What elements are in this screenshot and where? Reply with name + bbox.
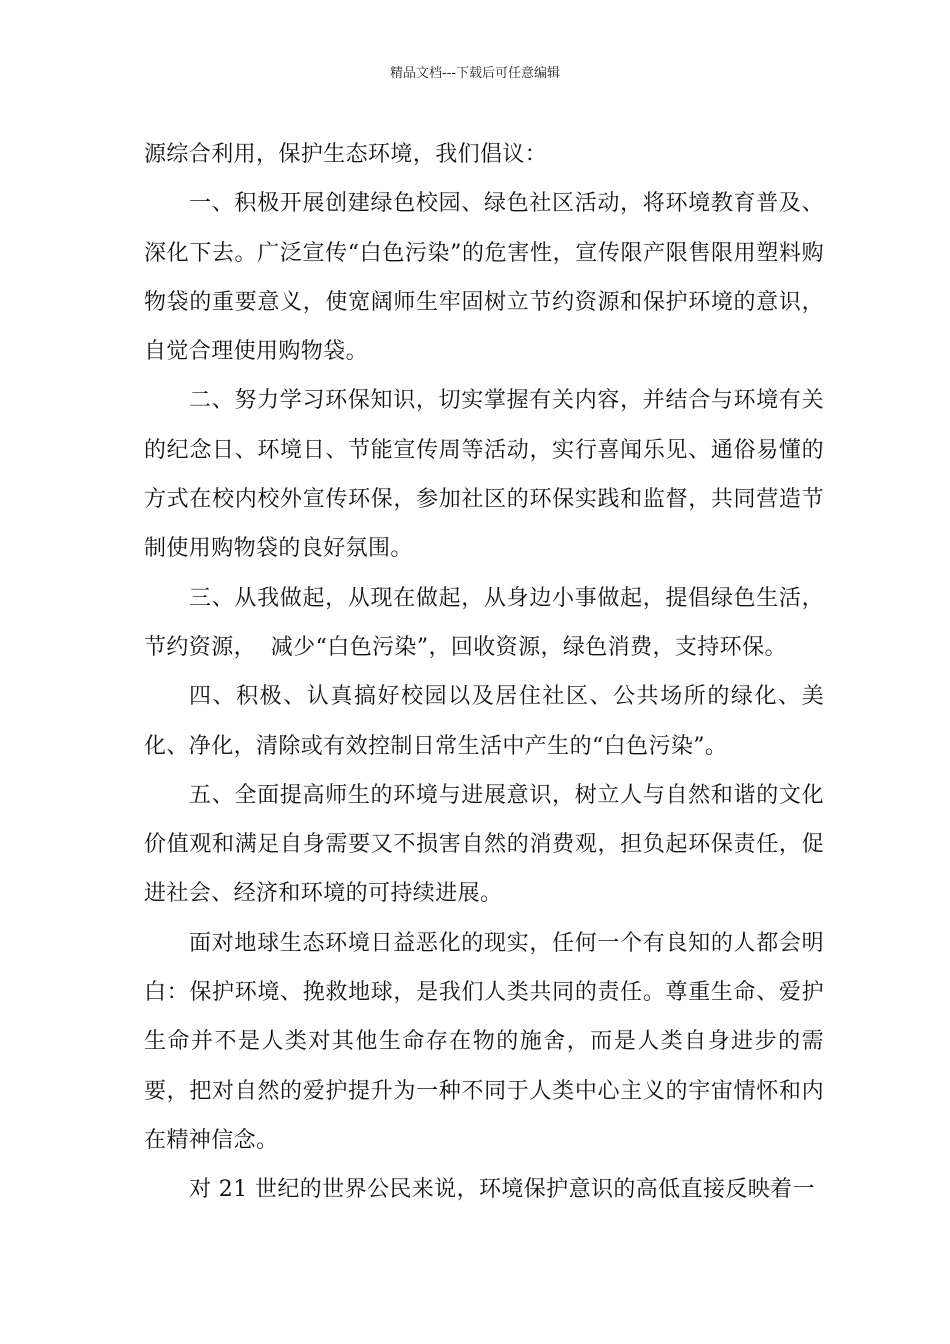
paragraph-reflection: 面对地球生态环境日益恶化的现实，任何一个有良知的人都会明白：保护环境、挽救地球，是我们人类共同的责任。尊重生命、爱护生命并不是人类对其他生命存在物的施舍，而是人类自身进步的需要，把对自然的爱护提升为一种不同于人类中心主义的宇宙情怀和内在精神信念。	[144, 930, 824, 1153]
paragraph-item-2: 二、努力学习环保知识，切实掌握有关内容，并结合与环境有关的纪念日、环境日、节能宣传周等活动，实行喜闻乐见、通俗易懂的方式在校内校外宣传环保，参加社区的环保实践和监督，共同营造节制使用购物袋的良好氛围。	[144, 388, 824, 562]
paragraph-item-1: 一、积极开展创建绿色校园、绿色社区活动，将环境教育普及、深化下去。广泛宣传“白色污染”的危害性，宣传限产限售限用塑料购物袋的重要意义，使宽阔师生牢固树立节约资源和保护环境的意识，自觉合理使用购物袋。	[144, 191, 824, 365]
paragraph-item-5: 五、全面提高师生的环境与进展意识，树立人与自然和谐的文化价值观和满足自身需要又不损害自然的消费观，担负起环保责任，促进社会、经济和环境的可持续进展。	[144, 782, 824, 907]
paragraph-item-4: 四、积极、认真搞好校园以及居住社区、公共场所的绿化、美化、净化，清除或有效控制日常生活中产生的“白色污染”。	[144, 684, 824, 759]
paragraph-intro: 源综合利用，保护生态环境，我们倡议：	[144, 142, 548, 167]
paragraph-closing: 对 21 世纪的世界公民来说，环境保护意识的高低直接反映着一	[189, 1177, 815, 1203]
paragraph-item-3: 三、从我做起，从现在做起，从身边小事做起，提倡绿色生活，节约资源， 减少“白色污染”，回收资源，绿色消费，支持环保。	[144, 585, 824, 660]
document-body	[144, 130, 824, 1215]
page-header: 精品文档---下载后可任意编辑	[389, 66, 561, 81]
